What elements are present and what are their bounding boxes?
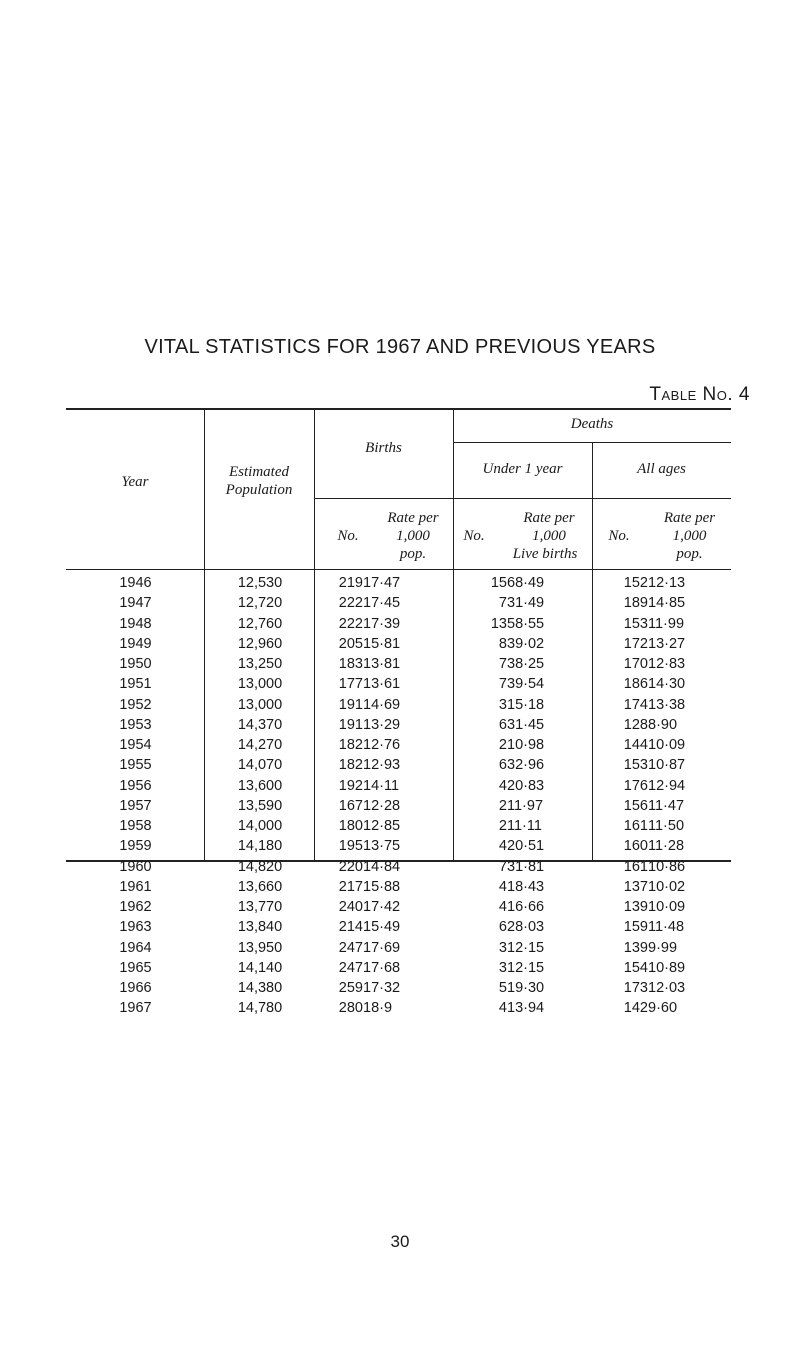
cell-year: 1963 <box>119 919 152 936</box>
cell-b-rate: 13·81 <box>363 656 401 672</box>
cell-pop: 13,000 <box>237 676 283 693</box>
cell-year: 1947 <box>119 595 152 612</box>
cell-a-no: 172 <box>623 635 648 652</box>
vital-statistics-table <box>66 573 731 1019</box>
cell-i-rate: 31·81 <box>507 858 545 875</box>
cell-a-no: 170 <box>623 656 648 672</box>
table-row <box>66 674 731 694</box>
cell-a-rate: 13·27 <box>648 635 686 652</box>
table-row <box>66 958 731 978</box>
cell-b-rate: 13·29 <box>363 716 401 733</box>
cell-i-no: 15 <box>490 575 507 591</box>
cell-a-rate: 12·13 <box>648 575 686 591</box>
cell-b-rate: 17·47 <box>363 575 401 591</box>
cell-a-rate: 11·99 <box>648 615 685 632</box>
cell-year: 1959 <box>119 838 152 855</box>
cell-b-no: 182 <box>338 737 363 753</box>
cell-i-no: 3 <box>498 959 507 976</box>
cell-year: 1967 <box>119 1000 152 1017</box>
table-row <box>66 816 731 836</box>
header-all-rate-per: Rate per <box>663 510 716 526</box>
cell-b-rate: 15·81 <box>363 635 401 652</box>
header-births-pop: pop. <box>399 546 427 562</box>
cell-b-rate: 13·75 <box>363 838 401 855</box>
cell-year: 1962 <box>119 899 152 915</box>
cell-b-rate: 17·69 <box>363 939 401 956</box>
cell-b-rate: 14·69 <box>363 696 401 713</box>
table-number: Table No. 4 <box>649 384 750 405</box>
header-infant-1000: 1,000 <box>532 528 566 544</box>
cell-pop: 12,530 <box>237 575 283 591</box>
cell-a-no: 161 <box>623 858 648 875</box>
cell-b-no: 192 <box>338 777 363 794</box>
cell-b-rate: 12·93 <box>363 757 401 774</box>
cell-i-rate: 16·66 <box>507 899 545 915</box>
cell-i-rate: 11·97 <box>507 797 544 814</box>
cell-i-rate: 31·45 <box>507 716 545 733</box>
cell-pop: 12,720 <box>237 595 283 612</box>
cell-i-rate: 20·51 <box>507 838 545 855</box>
table-row <box>66 593 731 613</box>
cell-pop: 13,950 <box>237 939 283 956</box>
cell-a-rate: 10·02 <box>648 878 686 895</box>
cell-b-no: 182 <box>338 757 363 774</box>
header-all-1000: 1,000 <box>672 528 707 544</box>
cell-pop: 13,000 <box>237 696 283 713</box>
cell-a-no: 142 <box>623 1000 648 1017</box>
header-estimated: Estimated <box>229 464 289 480</box>
cell-pop: 13,660 <box>237 878 283 895</box>
cell-b-no: 205 <box>338 635 363 652</box>
cell-b-no: 220 <box>338 858 363 875</box>
table-row <box>66 715 731 735</box>
cell-a-rate: 9·60 <box>648 1000 678 1017</box>
cell-year: 1956 <box>119 777 152 794</box>
cell-b-no: 247 <box>338 959 363 976</box>
cell-pop: 13,590 <box>237 797 283 814</box>
cell-a-rate: 14·85 <box>648 595 686 612</box>
cell-i-rate: 28·03 <box>507 919 545 936</box>
cell-b-rate: 17·42 <box>363 899 401 915</box>
cell-a-no: 160 <box>623 838 648 855</box>
cell-b-no: 219 <box>338 575 363 591</box>
cell-a-no: 173 <box>623 980 648 996</box>
cell-i-no: 6 <box>498 919 507 936</box>
cell-i-no: 3 <box>498 696 507 713</box>
cell-b-no: 180 <box>338 818 363 834</box>
header-all-ages: All ages <box>637 461 686 477</box>
cell-i-rate: 68·49 <box>507 575 545 591</box>
cell-b-no: 247 <box>338 939 363 956</box>
cell-b-no: 280 <box>338 1000 363 1017</box>
cell-a-no: 174 <box>623 696 648 713</box>
cell-i-no: 8 <box>498 635 507 652</box>
cell-year: 1946 <box>119 575 152 591</box>
cell-i-rate: 39·02 <box>507 635 545 652</box>
table-row <box>66 978 731 998</box>
cell-b-rate: 12·28 <box>363 797 401 814</box>
cell-b-rate: 13·61 <box>363 676 401 693</box>
cell-a-rate: 10·86 <box>648 858 686 875</box>
cell-pop: 14,180 <box>237 838 283 855</box>
header-infant-rate-per: Rate per <box>523 510 575 526</box>
table-row <box>66 695 731 715</box>
cell-b-no: 191 <box>338 696 363 713</box>
cell-i-no: 3 <box>498 939 507 956</box>
header-births-no: No. <box>337 528 359 544</box>
cell-a-rate: 12·03 <box>648 980 686 996</box>
cell-i-rate: 58·55 <box>507 615 545 632</box>
header-births-1000: 1,000 <box>396 528 430 544</box>
table-row <box>66 776 731 796</box>
cell-i-rate: 15·18 <box>507 696 545 713</box>
cell-pop: 12,760 <box>237 615 283 632</box>
cell-a-no: 186 <box>623 676 648 693</box>
cell-b-no: 217 <box>338 878 363 895</box>
cell-a-rate: 10·89 <box>648 959 686 976</box>
cell-a-no: 128 <box>623 716 648 733</box>
page-title: VITAL STATISTICS FOR 1967 AND PREVIOUS YEARS <box>144 336 656 358</box>
table-row <box>66 634 731 654</box>
cell-pop: 12,960 <box>237 635 283 652</box>
cell-pop: 14,140 <box>237 959 283 976</box>
cell-i-no: 6 <box>498 757 507 774</box>
cell-i-rate: 12·15 <box>507 939 545 956</box>
cell-b-rate: 15·49 <box>363 919 401 936</box>
cell-a-no: 139 <box>623 899 648 915</box>
cell-i-no: 5 <box>498 980 507 996</box>
table-row <box>66 755 731 775</box>
cell-pop: 14,070 <box>237 757 283 774</box>
cell-year: 1952 <box>119 696 152 713</box>
cell-i-rate: 19·30 <box>507 980 545 996</box>
cell-a-rate: 11·28 <box>648 838 685 855</box>
cell-year: 1961 <box>119 878 152 895</box>
cell-year: 1949 <box>119 635 152 652</box>
cell-pop: 13,600 <box>237 777 283 794</box>
cell-b-no: 222 <box>338 615 363 632</box>
cell-i-no: 6 <box>498 716 507 733</box>
table-row <box>66 917 731 937</box>
cell-b-rate: 14·84 <box>363 858 401 875</box>
cell-a-rate: 13·38 <box>648 696 686 713</box>
cell-b-rate: 18·9 <box>363 1000 393 1017</box>
page-number: 30 <box>390 1232 410 1251</box>
cell-a-no: 154 <box>623 959 648 976</box>
cell-year: 1965 <box>119 959 152 976</box>
cell-a-rate: 8·90 <box>648 716 678 733</box>
cell-a-no: 153 <box>623 757 648 774</box>
header-population: Population <box>225 482 293 498</box>
cell-i-no: 7 <box>498 656 507 672</box>
cell-i-no: 7 <box>498 676 507 693</box>
cell-pop: 14,370 <box>237 716 283 733</box>
table-row <box>66 857 731 877</box>
cell-year: 1953 <box>119 716 152 733</box>
cell-pop: 13,770 <box>237 899 283 915</box>
cell-year: 1957 <box>119 797 152 814</box>
cell-year: 1955 <box>119 757 152 774</box>
cell-a-rate: 9·99 <box>648 939 678 956</box>
cell-i-no: 4 <box>498 1000 507 1017</box>
cell-pop: 13,840 <box>237 919 283 936</box>
cell-i-rate: 32·96 <box>507 757 545 774</box>
cell-b-rate: 17·68 <box>363 959 401 976</box>
cell-a-rate: 10·09 <box>648 899 686 915</box>
header-all-pop: pop. <box>676 546 703 562</box>
cell-b-no: 195 <box>338 838 363 855</box>
cell-a-rate: 11·47 <box>648 797 685 814</box>
cell-year: 1966 <box>119 980 152 996</box>
header-infant-no: No. <box>463 528 485 544</box>
cell-pop: 14,000 <box>237 818 283 834</box>
table-row <box>66 938 731 958</box>
cell-year: 1958 <box>119 818 152 834</box>
cell-a-no: 153 <box>623 615 648 632</box>
cell-a-rate: 12·94 <box>648 777 686 794</box>
cell-a-no: 139 <box>623 939 648 956</box>
cell-b-no: 222 <box>338 595 363 612</box>
cell-i-rate: 10·98 <box>507 737 545 753</box>
table-row <box>66 796 731 816</box>
cell-a-no: 161 <box>623 818 648 834</box>
cell-pop: 14,270 <box>237 737 283 753</box>
cell-a-rate: 10·87 <box>648 757 686 774</box>
cell-year: 1948 <box>119 615 152 632</box>
cell-b-rate: 12·85 <box>363 818 401 834</box>
cell-pop: 13,250 <box>237 656 283 672</box>
cell-pop: 14,380 <box>237 980 283 996</box>
cell-pop: 14,780 <box>237 1000 283 1017</box>
header-year: Year <box>121 474 149 490</box>
cell-a-rate: 12·83 <box>648 656 686 672</box>
cell-i-rate: 11·11 <box>507 818 542 834</box>
table-row <box>66 998 731 1018</box>
table-row <box>66 877 731 897</box>
cell-i-no: 4 <box>498 899 507 915</box>
table-row <box>66 836 731 856</box>
cell-year: 1950 <box>119 656 152 672</box>
cell-a-no: 159 <box>623 919 648 936</box>
cell-b-no: 259 <box>338 980 363 996</box>
cell-a-no: 137 <box>623 878 648 895</box>
cell-i-no: 2 <box>498 737 507 753</box>
cell-pop: 14,820 <box>237 858 283 875</box>
cell-a-rate: 11·50 <box>648 818 685 834</box>
table-row <box>66 654 731 674</box>
cell-i-no: 13 <box>490 615 507 632</box>
cell-i-no: 4 <box>498 777 507 794</box>
cell-i-rate: 12·15 <box>507 959 545 976</box>
cell-a-no: 152 <box>623 575 648 591</box>
cell-a-no: 176 <box>623 777 648 794</box>
header-deaths: Deaths <box>570 416 614 432</box>
cell-a-no: 189 <box>623 595 648 612</box>
header-infant-live-births: Live births <box>512 546 578 562</box>
header-all-no: No. <box>608 528 630 544</box>
cell-year: 1960 <box>119 858 152 875</box>
cell-i-no: 2 <box>498 818 507 834</box>
table-row <box>66 897 731 917</box>
cell-year: 1954 <box>119 737 152 753</box>
cell-i-rate: 20·83 <box>507 777 545 794</box>
table-row <box>66 573 731 593</box>
table-row <box>66 614 731 634</box>
cell-b-no: 167 <box>338 797 363 814</box>
header-births-rate-per: Rate per <box>387 510 439 526</box>
cell-i-rate: 38·25 <box>507 656 545 672</box>
cell-b-no: 177 <box>338 676 363 693</box>
cell-b-no: 240 <box>338 899 363 915</box>
cell-b-no: 191 <box>338 716 363 733</box>
cell-i-no: 4 <box>498 838 507 855</box>
cell-a-rate: 10·09 <box>648 737 686 753</box>
cell-a-no: 144 <box>623 737 648 753</box>
cell-b-rate: 17·39 <box>363 615 401 632</box>
table-row <box>66 735 731 755</box>
header-births: Births <box>365 440 402 456</box>
cell-i-rate: 13·94 <box>507 1000 545 1017</box>
table-body <box>66 573 731 1019</box>
cell-b-rate: 17·32 <box>363 980 401 996</box>
cell-i-no: 4 <box>498 878 507 895</box>
cell-i-rate: 18·43 <box>507 878 545 895</box>
cell-i-rate: 39·54 <box>507 676 545 693</box>
cell-b-no: 214 <box>338 919 363 936</box>
cell-b-rate: 14·11 <box>363 777 400 794</box>
cell-b-no: 183 <box>338 656 363 672</box>
cell-a-rate: 11·48 <box>648 919 685 936</box>
cell-a-rate: 14·30 <box>648 676 686 693</box>
cell-i-no: 7 <box>498 595 507 612</box>
cell-year: 1951 <box>119 676 152 693</box>
cell-i-no: 2 <box>498 797 507 814</box>
cell-i-rate: 31·49 <box>507 595 545 612</box>
cell-b-rate: 17·45 <box>363 595 401 612</box>
header-under-1-year: Under 1 year <box>482 461 563 477</box>
cell-i-no: 7 <box>498 858 507 875</box>
cell-b-rate: 15·88 <box>363 878 401 895</box>
cell-year: 1964 <box>119 939 152 956</box>
cell-a-no: 156 <box>623 797 648 814</box>
cell-b-rate: 12·76 <box>363 737 401 753</box>
